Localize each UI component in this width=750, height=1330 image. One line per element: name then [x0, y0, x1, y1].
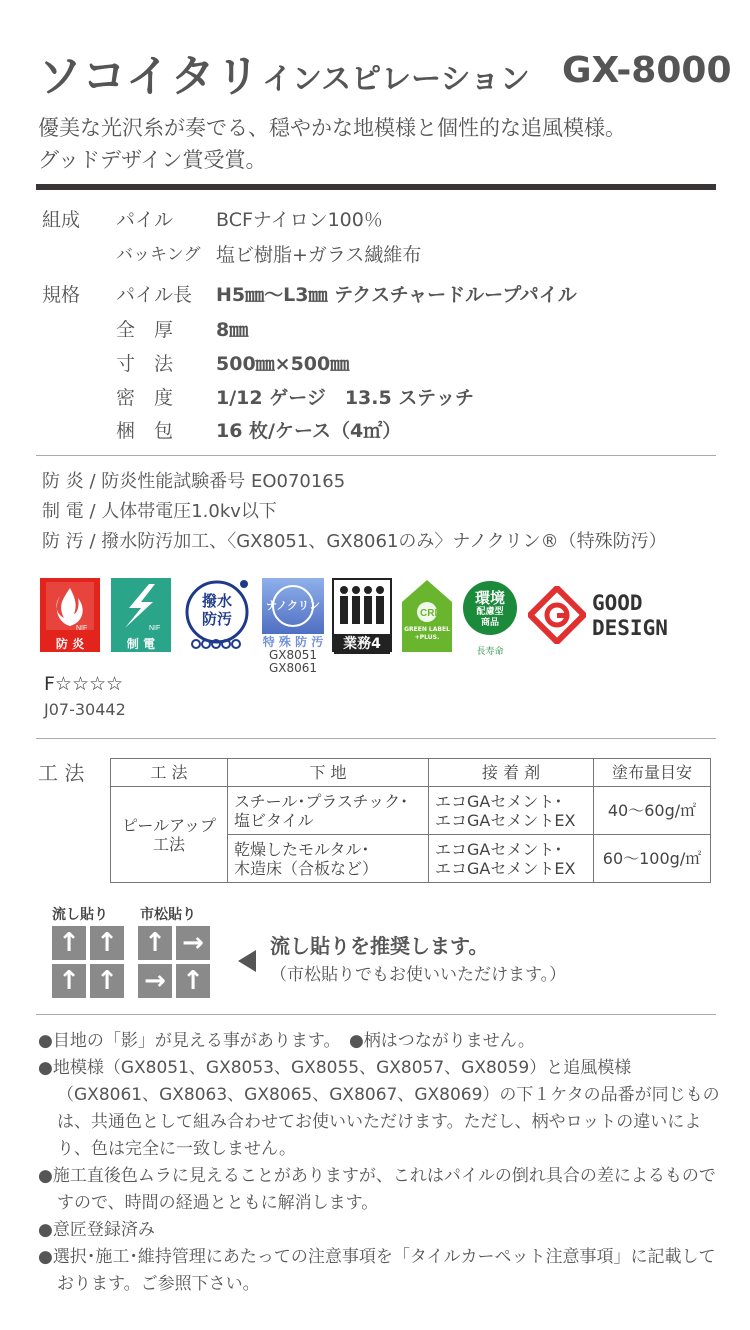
arrow-right-icon: →: [176, 926, 210, 960]
row2-base-2: 木造床（合板など）: [234, 858, 379, 878]
flag-antistatic: 制 電 / 人体帯電圧1.0kv以下: [42, 501, 277, 522]
arrow-up-icon: ↑: [90, 964, 124, 998]
business-use-icon: [332, 578, 392, 652]
thickness-label: 全 厚: [116, 319, 174, 341]
col-adhesive: 接 着 剤: [429, 759, 594, 787]
stain-text-1: 撥水: [201, 592, 232, 610]
size-value: 500㎜×500㎜: [216, 353, 350, 375]
nano-label: 特 殊 防 汚: [262, 635, 324, 649]
table-row: [111, 787, 711, 835]
green-label-icon: [400, 578, 454, 654]
product-code: GX-8000: [562, 50, 732, 91]
method-name-1: ピールアップ: [122, 815, 216, 835]
row2-adhesive-2: エコGAセメントEX: [435, 858, 576, 878]
checker-lay-label: 市松貼り: [140, 907, 196, 923]
good-design-line-2: DESIGN: [592, 616, 668, 640]
flag-stain: 防 汚 / 撥水防汚加工、〈GX8051、GX8061のみ〉ナノクリン®（特殊防汚）: [42, 531, 667, 552]
note-item: ●意匠登録済み: [38, 1220, 155, 1240]
recommend-text: 流し貼りを推奨します。: [270, 934, 489, 958]
backing-value: 塩ビ樹脂+ガラス繊維布: [216, 244, 422, 266]
note-item: ●選択･施工･維持管理にあたっての注意事項を「タイルカーペット注意事項」に記載しております。ご参照下さい。: [38, 1247, 716, 1294]
spec-block: [42, 205, 712, 445]
lead-line-2: グッドデザイン賞受賞。: [38, 148, 267, 172]
base-cell: [228, 835, 429, 883]
eco-sub-1: 配慮型: [476, 607, 504, 617]
nano-text: ナノクリン: [266, 599, 320, 612]
standard-label: 規格: [42, 284, 81, 306]
product-title: ソコイタリ: [38, 51, 261, 102]
spec-divider: [36, 455, 716, 456]
adhesive-cell: [429, 835, 594, 883]
thickness-value: 8㎜: [216, 319, 249, 341]
col-method: 工 法: [111, 759, 228, 787]
stain-resistant-icon: [184, 578, 250, 652]
fire-retardant-icon: [40, 578, 100, 652]
table-header-row: [111, 759, 711, 787]
pile-label: パイル: [116, 209, 174, 231]
green-label-text: GREEN LABEL +PLUS.: [404, 626, 450, 641]
density-value: 1/12 ゲージ 13.5 ステッチ: [216, 387, 474, 409]
construction-method-table: [110, 758, 711, 883]
note-item: ●施工直後色ムラに見えることがありますが、これはパイルの倒れ具合の差によるものですので、時間の経過とともに解消します。: [38, 1166, 716, 1213]
method-divider: [36, 738, 716, 739]
good-design-text: [592, 591, 668, 641]
good-design-mark-icon: [528, 586, 586, 644]
pile-value: BCFナイロン100％: [216, 209, 383, 231]
pile-length-value: H5㎜～L3㎜ テクスチャードループパイル: [216, 284, 577, 306]
business-label: 業務4: [334, 634, 390, 654]
method-name-2: 工法: [152, 834, 185, 854]
row1-base-1: スチール･プラスチック･: [234, 791, 409, 811]
eco-sub-2: 商品: [480, 618, 499, 628]
pointer-triangle-icon: [238, 950, 256, 972]
straight-lay-label: 流し貼り: [52, 907, 108, 923]
certification-number: J07-30442: [44, 700, 126, 719]
lead-text: [38, 112, 626, 176]
nano-model-1: GX8051: [268, 648, 318, 662]
row1-amount: 40～60g/㎡: [594, 787, 711, 835]
row2-amount: 60～100g/㎡: [594, 835, 711, 883]
density-label: 密 度: [116, 387, 174, 409]
antistatic-label: 制 電: [126, 637, 156, 651]
row1-base-2: 塩ビタイル: [234, 810, 314, 830]
good-design-line-1: GOOD: [592, 591, 643, 615]
notes-list: [38, 1028, 728, 1298]
straight-lay-diagram: [52, 926, 124, 998]
arrow-right-icon: →: [138, 964, 172, 998]
backing-label: バッキング: [116, 245, 201, 265]
svg-text:NIF: NIF: [149, 625, 161, 632]
arrow-up-icon: ↑: [176, 964, 210, 998]
package-label: 梱 包: [116, 420, 174, 442]
checker-lay-diagram: [138, 926, 210, 998]
method-section-label: 工 法: [38, 761, 85, 785]
col-base: 下 地: [228, 759, 429, 787]
notes-divider: [36, 1014, 716, 1015]
eco-title: 環境: [474, 589, 505, 607]
composition-label: 組成: [42, 209, 81, 231]
col-amount: 塗布量目安: [594, 759, 711, 787]
row1-adhesive-1: エコGAセメント･: [435, 791, 563, 811]
eco-bottom-label: 長寿命: [476, 647, 504, 657]
fire-label: 防 炎: [55, 637, 85, 651]
nano-model-2: GX8061: [268, 661, 318, 675]
package-value: 16 枚/ケース（4㎡）: [216, 420, 402, 442]
note-item: ●地模様（GX8051、GX8053、GX8055、GX8057、GX8059）と追風模様（GX8061、GX8063、GX8065、GX8067、GX8069）の下１ケタの品番が同じものは、共通色として組み合わせてお使いいただけます。ただし、柄やロットの違いにより、色は完全に一致しません。: [38, 1058, 720, 1159]
nanoclean-icon: [262, 578, 324, 678]
base-cell: [228, 787, 429, 835]
performance-flags: [42, 467, 667, 557]
pile-length-label: パイル長: [116, 284, 193, 306]
antistatic-icon: [111, 578, 171, 652]
stain-text-2: 防汚: [201, 610, 232, 628]
recommend-subtext: （市松貼りでもお使いいただけます。）: [270, 965, 567, 985]
header-divider: [36, 184, 716, 190]
method-cell: [111, 787, 228, 883]
arrow-up-icon: ↑: [52, 926, 86, 960]
size-label: 寸 法: [116, 353, 174, 375]
svg-text:CRI: CRI: [420, 608, 438, 619]
arrow-up-icon: ↑: [52, 964, 86, 998]
lead-line-1: 優美な光沢糸が奏でる、穏やかな地模様と個性的な追風模様。: [38, 116, 626, 140]
note-item: ●目地の「影」が見える事があります。 ●柄はつながりません。: [38, 1031, 535, 1051]
row2-base-1: 乾燥したモルタル･: [234, 839, 370, 859]
flag-fire: 防 炎 / 防炎性能試験番号 EO070165: [42, 471, 346, 492]
arrow-up-icon: ↑: [90, 926, 124, 960]
row1-adhesive-2: エコGAセメントEX: [435, 810, 576, 830]
product-subtitle: インスピレーション: [262, 62, 530, 97]
eco-product-icon: [460, 578, 520, 658]
f-star-rating: F☆☆☆☆: [44, 673, 124, 695]
adhesive-cell: [429, 787, 594, 835]
arrow-up-icon: ↑: [138, 926, 172, 960]
row2-adhesive-1: エコGAセメント･: [435, 839, 563, 859]
svg-text:NIF: NIF: [76, 625, 88, 632]
